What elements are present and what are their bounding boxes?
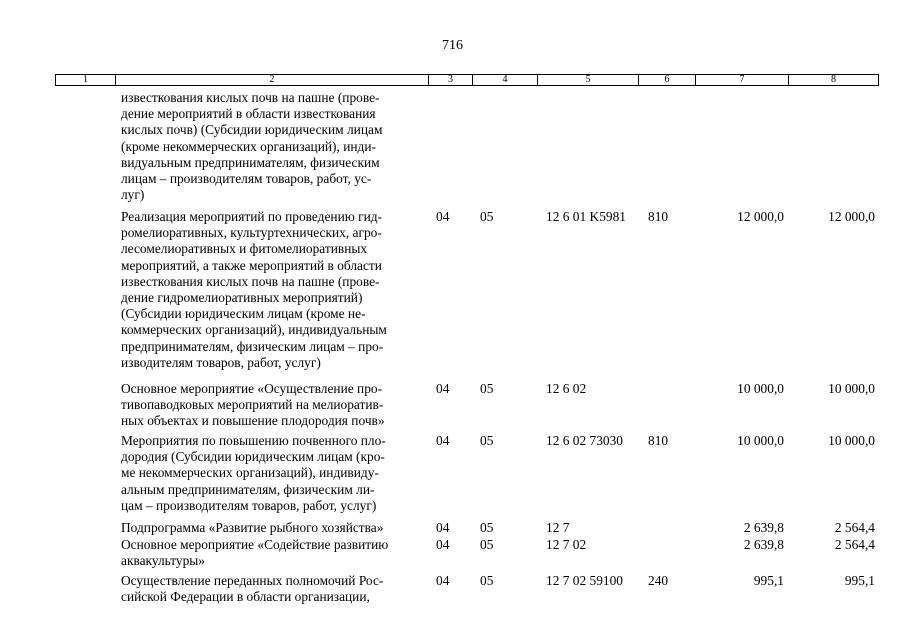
header-col-3: 3 [429,75,473,85]
row-name [121,433,427,514]
row-name-line: альным предпринимателям, физическим ли- [121,481,375,497]
row-name [121,573,427,605]
row-name [121,90,427,203]
row-amount-2: 2 564,4 [834,520,875,535]
row-amount-1: 2 639,8 [743,520,784,535]
row-name-line: (кроме некоммерческих организаций), инди- [121,138,376,154]
header-col-6: 6 [639,75,696,85]
row-expense-type: 810 [648,209,669,224]
row-name-line: дение гидромелиоративных мероприятий) [121,290,363,306]
header-col-2: 2 [116,75,429,85]
row-name-line: ме некоммерческих организаций), индивиду- [121,465,379,481]
row-expense-type: 240 [648,573,669,588]
row-amount-2: 2 564,4 [834,537,875,552]
row-name-line: Подпрограмма «Развитие рыбного хозяйства» [121,520,384,535]
row-amount-1: 995,1 [753,573,784,588]
row-name-line: лицам – производителям товаров, работ, ус- [121,171,372,187]
table-header [55,74,879,86]
row-name-line: Реализация мероприятий по проведению гид- [121,209,383,224]
row-name-line: Осуществление переданных полномочий Рос- [121,573,384,588]
row-amount-2: 10 000,0 [828,381,875,396]
row-section: 04 [436,381,450,396]
header-col-4: 4 [473,75,538,85]
row-subsection: 05 [480,573,494,588]
row-target-code: 12 7 02 59100 [546,573,623,588]
row-amount-1: 2 639,8 [743,537,784,552]
row-name-line: лесомелиоративных и фитомелиоративных [121,241,368,257]
row-name-line: изводителям товаров, работ, услуг) [121,354,321,370]
row-name-line: дородия (Субсидии юридическим лицам (кро- [121,449,385,465]
row-section: 04 [436,433,450,448]
row-name-line: мероприятий, а также мероприятий в области [121,257,382,273]
row-subsection: 05 [480,381,494,396]
row-target-code: 12 6 02 [546,381,587,396]
row-target-code: 12 6 01 K5981 [546,209,626,224]
row-subsection: 05 [480,209,494,224]
row-name-line: аквакультуры» [121,553,205,569]
row-name [121,537,427,569]
row-name-line: тивопаводковых мероприятий на мелиоратив- [121,397,384,413]
row-section: 04 [436,537,450,552]
row-name-line: дение мероприятий в области известкования [121,106,376,122]
row-amount-1: 12 000,0 [737,209,784,224]
header-col-5: 5 [538,75,639,85]
row-name-line: цам – производителям товаров, работ, услуг) [121,497,377,513]
row-name-line: ромелиоративных, культуртехнических, агро- [121,225,382,241]
row-amount-2: 12 000,0 [828,209,875,224]
page-number: 716 [442,38,463,53]
row-expense-type: 810 [648,433,669,448]
row-name-line: (Субсидии юридическим лицам (кроме не- [121,306,366,322]
row-name-line: коммерческих организаций), индивидуальным [121,322,387,338]
row-target-code: 12 6 02 73030 [546,433,623,448]
row-name-line: сийской Федерации в области организации, [121,589,370,605]
row-subsection: 05 [480,520,494,535]
header-col-1: 1 [56,75,116,85]
row-name-line: луг) [121,187,145,203]
row-section: 04 [436,520,450,535]
row-name [121,209,427,371]
row-name-line: известкования кислых почв на пашне (прове- [121,273,380,289]
row-name-line: видуальным предпринимателям, физическим [121,154,380,170]
row-amount-1: 10 000,0 [737,381,784,396]
row-name-line: Основное мероприятие «Содействие развитию [121,537,389,552]
row-subsection: 05 [480,433,494,448]
row-section: 04 [436,573,450,588]
row-name-line: Мероприятия по повышению почвенного пло- [121,433,386,448]
row-target-code: 12 7 02 [546,537,587,552]
row-name-line: кислых почв) (Субсидии юридическим лицам [121,122,383,138]
row-name [121,520,427,536]
row-target-code: 12 7 [546,520,570,535]
row-name-line: Основное мероприятие «Осуществление про- [121,381,383,396]
row-name-line: предпринимателям, физическим лицам – про- [121,338,384,354]
row-name [121,381,427,430]
row-name-line: известкования кислых почв на пашне (прове- [121,90,380,105]
row-amount-2: 10 000,0 [828,433,875,448]
row-section: 04 [436,209,450,224]
header-col-8: 8 [831,74,836,85]
row-amount-2: 995,1 [844,573,875,588]
header-col-7: 7 [696,75,789,85]
row-subsection: 05 [480,537,494,552]
row-name-line: ных объектах и повышение плодородия почв» [121,413,385,429]
row-amount-1: 10 000,0 [737,433,784,448]
